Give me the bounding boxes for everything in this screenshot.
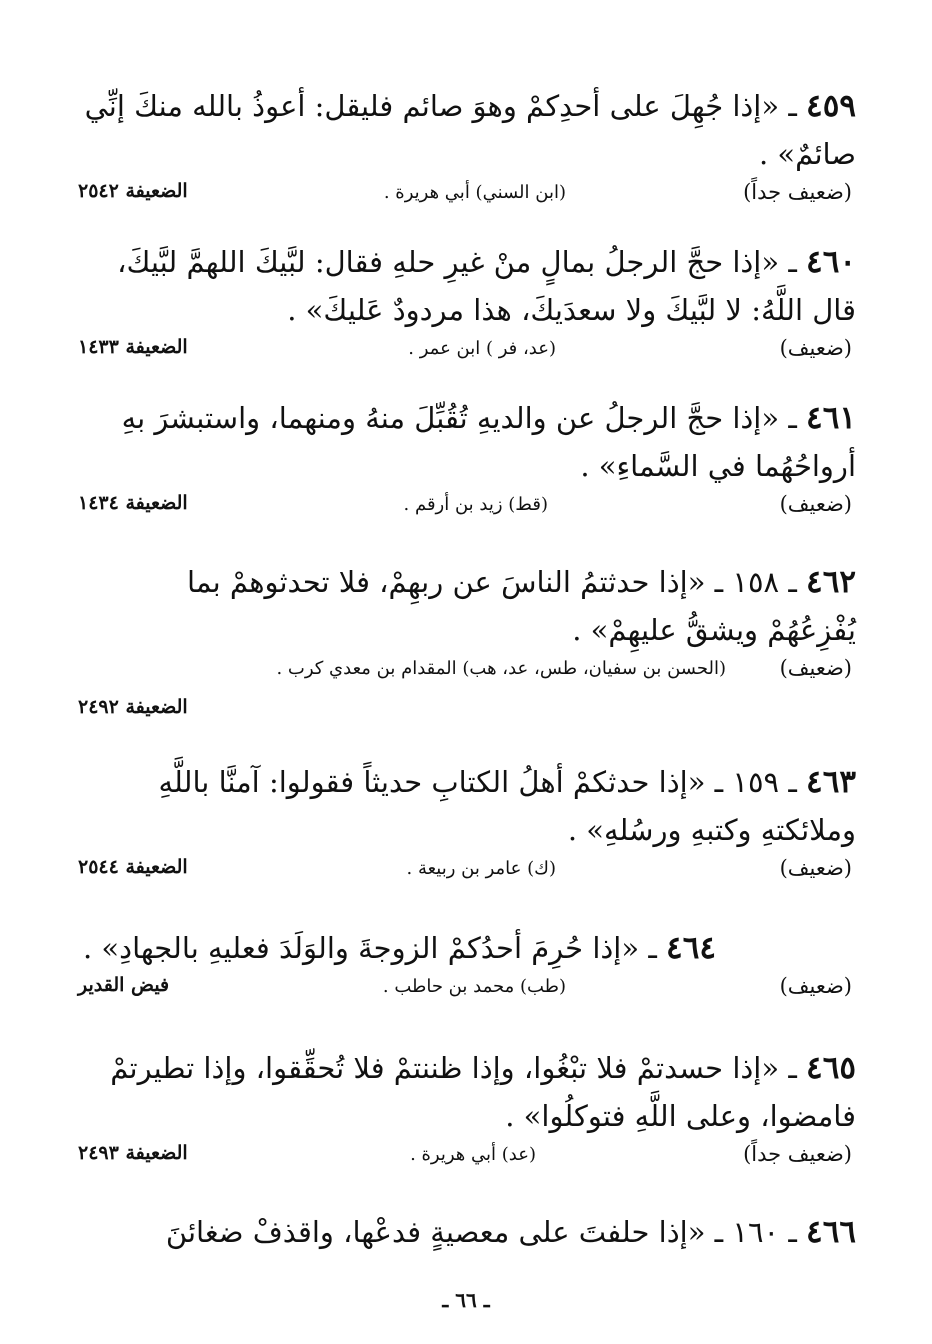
hadith-line: أرواحُهُما في السَّماءِ» . xyxy=(580,449,856,483)
grade-label: (ضعيف) xyxy=(779,856,852,880)
hadith-number: ٤٥٩ xyxy=(806,88,856,124)
grade-label: (ضعيف) xyxy=(779,336,852,360)
hadith-meta xyxy=(78,856,856,892)
reference: فيض القدير xyxy=(78,974,170,996)
reference: الضعيفة ٢٥٤٢ xyxy=(78,180,188,202)
reference: الضعيفة ٢٥٤٤ xyxy=(78,856,188,878)
source-citation: (قط) زيد بن أرقم . xyxy=(403,494,548,515)
hadith-line: قال اللَّهُ: لا لبَّيكَ ولا سعدَيكَ، هذا مردودٌ عَليكَ» . xyxy=(287,293,856,327)
hadith-meta xyxy=(78,974,856,1010)
hadith-text xyxy=(78,758,856,854)
hadith-prefix: ـ xyxy=(779,1051,807,1085)
hadith-line: «إذا حجَّ الرجلُ بمالٍ منْ غيرِ حلهِ فقال: لبَّيكَ اللهمَّ لبَّيكَ، xyxy=(117,245,780,279)
hadith-line: صائمٌ» . xyxy=(758,137,856,171)
hadith-meta xyxy=(78,336,856,372)
hadith-line: «إذا حلفتَ على معصيةٍ فدعْها، واقذفْ ضغائنَ xyxy=(165,1215,706,1249)
hadith-entry xyxy=(78,82,856,216)
hadith-prefix: ـ ١٥٨ ـ xyxy=(705,565,807,599)
hadith-entry xyxy=(78,394,856,528)
hadith-line: «إذا حسدتمْ فلا تبْغُوا، وإذا ظننتمْ فلا تُحقِّقوا، وإذا تطيرتمْ xyxy=(110,1051,780,1085)
source-citation: (الحسن بن سفيان، طس، عد، هب) المقدام بن معدي كرب . xyxy=(276,658,726,679)
hadith-text xyxy=(78,82,856,178)
source-citation: (ابن السني) أبي هريرة . xyxy=(383,182,566,203)
hadith-line: «إذا حُرِمَ أحدُكمْ الزوجةَ والوَلَدَ فعليهِ بالجهادِ» . xyxy=(83,931,640,965)
hadith-prefix: ـ xyxy=(779,245,807,279)
hadith-number: ٤٦٥ xyxy=(806,1050,856,1086)
hadith-line: وملائكتهِ وكتبهِ ورسُلهِ» . xyxy=(567,813,856,847)
source-citation: (ك) عامر بن ربيعة . xyxy=(406,858,556,879)
hadith-line: «إذا حجَّ الرجلُ عن والديهِ تُقُبِّلَ منهُ ومنهما، واستبشرَ بهِ xyxy=(121,401,780,435)
reference: الضعيفة ٢٤٩٣ xyxy=(78,1142,188,1164)
hadith-meta xyxy=(78,492,856,528)
grade-label: (ضعيف) xyxy=(779,492,852,516)
hadith-prefix: ـ ١٦٠ ـ xyxy=(705,1215,807,1249)
document-page xyxy=(78,72,856,1312)
hadith-text xyxy=(78,924,856,972)
hadith-text xyxy=(78,1044,856,1140)
hadith-entry xyxy=(78,1208,856,1256)
hadith-number: ٤٦٦ xyxy=(806,1214,856,1250)
hadith-line: «إذا حدثتمُ الناسَ عن ربهِمْ، فلا تحدثوهمْ بما xyxy=(187,565,706,599)
hadith-line: «إذا حدثكمْ أهلُ الكتابِ حديثاً فقولوا: آمنَّا باللَّهِ xyxy=(158,765,706,799)
reference: الضعيفة ١٤٣٤ xyxy=(78,492,188,514)
grade-label: (ضعيف) xyxy=(779,656,852,680)
hadith-prefix: ـ ١٥٩ ـ xyxy=(705,765,807,799)
hadith-entry xyxy=(78,924,856,1010)
hadith-meta xyxy=(78,180,856,216)
hadith-number: ٤٦٤ xyxy=(666,930,716,966)
hadith-meta xyxy=(78,656,856,692)
grade-label: (ضعيف) xyxy=(779,974,852,998)
hadith-entry xyxy=(78,1044,856,1178)
hadith-line: «إذا جُهِلَ على أحدِكمْ وهوَ صائم فليقل: أعوذُ بالله منكَ إنِّي xyxy=(84,89,780,123)
hadith-text xyxy=(78,238,856,334)
hadith-number: ٤٦٢ xyxy=(806,564,856,600)
hadith-line: يُفْزِعُهُمْ ويشقُّ عليهِمْ» . xyxy=(572,613,856,647)
hadith-number: ٤٦٠ xyxy=(806,244,856,280)
hadith-number: ٤٦١ xyxy=(806,400,856,436)
hadith-entry xyxy=(78,238,856,372)
source-citation: (عد، فر ) ابن عمر . xyxy=(408,338,556,359)
hadith-entry xyxy=(78,758,856,892)
hadith-line: فامضوا، وعلى اللَّهِ فتوكلُوا» . xyxy=(505,1099,856,1133)
source-citation: (عد) أبي هريرة . xyxy=(410,1144,536,1165)
hadith-text xyxy=(78,394,856,490)
reference: الضعيفة ١٤٣٣ xyxy=(78,336,188,358)
hadith-number: ٤٦٣ xyxy=(806,764,856,800)
hadith-text xyxy=(78,1208,856,1256)
hadith-meta xyxy=(78,1142,856,1178)
hadith-prefix: ـ xyxy=(779,89,807,123)
reference: الضعيفة ٢٤٩٢ xyxy=(78,696,188,718)
hadith-entry xyxy=(78,558,856,722)
source-citation: (طب) محمد بن حاطب . xyxy=(382,976,566,997)
grade-label: (ضعيف جداً) xyxy=(743,180,852,204)
hadith-prefix: ـ xyxy=(779,401,807,435)
hadith-prefix: ـ xyxy=(639,931,667,965)
page-number: ـ ٦٦ ـ xyxy=(442,1288,490,1312)
hadith-text xyxy=(78,558,856,654)
grade-label: (ضعيف جداً) xyxy=(743,1142,852,1166)
